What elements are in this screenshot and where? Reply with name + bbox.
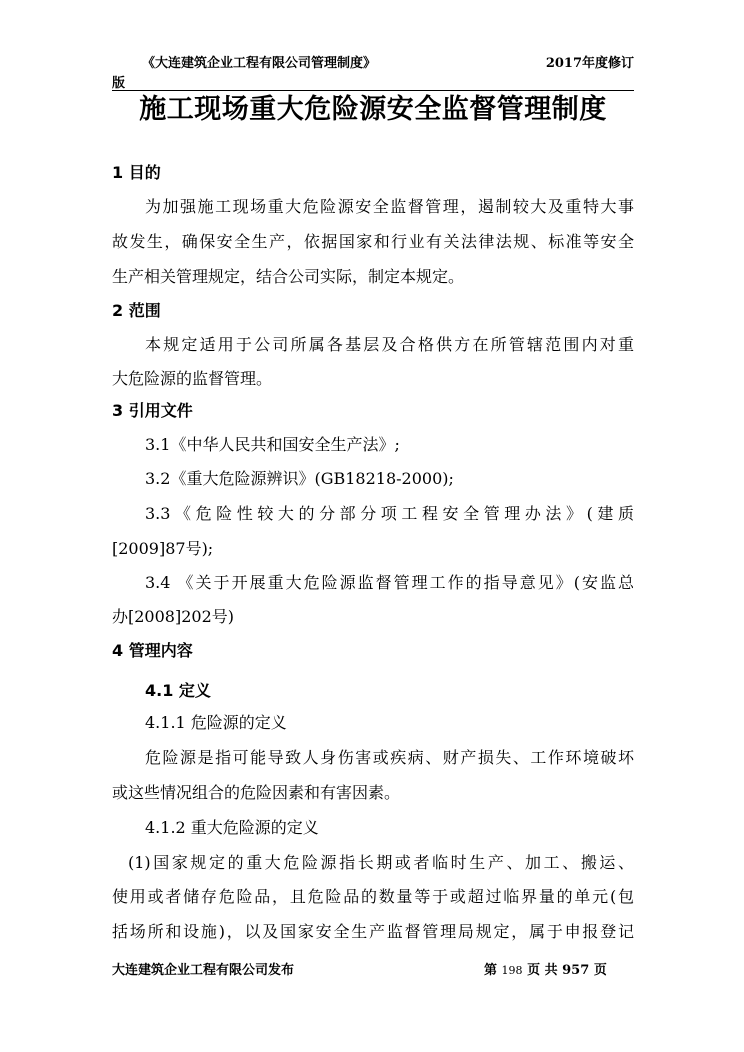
subsection-heading: 4.1 定义 — [145, 681, 211, 700]
paragraph-line: 使用或者储存危险品，且危险品的数量等于或超过临界量的单元(包 — [112, 887, 634, 906]
paragraph-line: (1)国家规定的重大危险源指长期或者临时生产、加工、搬运、 — [128, 853, 634, 872]
footer-page-info — [484, 962, 607, 980]
reference-item: 3.2《重大危险源辨识》(GB18218-2000); — [145, 469, 454, 488]
footer-page-mid: 页 共 — [527, 963, 558, 978]
paragraph-line: 大危险源的监督管理。 — [112, 369, 273, 388]
paragraph-line: 故发生，确保安全生产，依据国家和行业有关法律法规、标准等安全 — [112, 232, 634, 251]
footer-page-suffix: 页 — [593, 963, 607, 978]
reference-item-cont: [2009]87号); — [112, 539, 214, 558]
section-heading-1: 1 目的 — [112, 163, 161, 182]
header-revision-wrap: 版 — [112, 76, 126, 91]
section-heading-2: 2 范围 — [112, 301, 161, 320]
paragraph-line: 生产相关管理规定，结合公司实际，制定本规定。 — [112, 267, 465, 286]
reference-item: 3.3《危险性较大的分部分项工程安全管理办法》(建质 — [145, 504, 634, 523]
reference-item: 3.1《中华人民共和国安全生产法》; — [145, 435, 400, 454]
footer-page-number: 198 — [501, 964, 523, 977]
paragraph-line: 本规定适用于公司所属各基层及合格供方在所管辖范围内对重 — [145, 335, 634, 354]
reference-item-cont: 办[2008]202号) — [112, 607, 234, 626]
section-heading-3: 3 引用文件 — [112, 401, 193, 420]
reference-item: 3.4 《关于开展重大危险源监督管理工作的指导意见》(安监总 — [145, 573, 634, 592]
subsubsection-heading: 4.1.1 危险源的定义 — [145, 713, 287, 732]
header-revision: 2017年度修订 — [545, 56, 634, 71]
paragraph-line: 或这些情况组合的危险因素和有害因素。 — [112, 783, 401, 802]
subsubsection-heading: 4.1.2 重大危险源的定义 — [145, 818, 319, 837]
paragraph-line: 括场所和设施)，以及国家安全生产监督管理局规定，属于申报登记 — [112, 922, 634, 941]
page-title: 施工现场重大危险源安全监督管理制度 — [139, 94, 607, 125]
paragraph-line: 为加强施工现场重大危险源安全监督管理，遏制较大及重特大事 — [145, 197, 634, 216]
paragraph-line: 危险源是指可能导致人身伤害或疾病、财产损失、工作环境破坏 — [145, 748, 634, 767]
header-doc-name: 《大连建筑企业工程有限公司管理制度》 — [142, 56, 377, 71]
footer-page-prefix: 第 — [484, 963, 498, 978]
section-heading-4: 4 管理内容 — [112, 641, 193, 660]
footer-page-total: 957 — [562, 963, 590, 978]
footer-publisher: 大连建筑企业工程有限公司发布 — [112, 963, 295, 978]
